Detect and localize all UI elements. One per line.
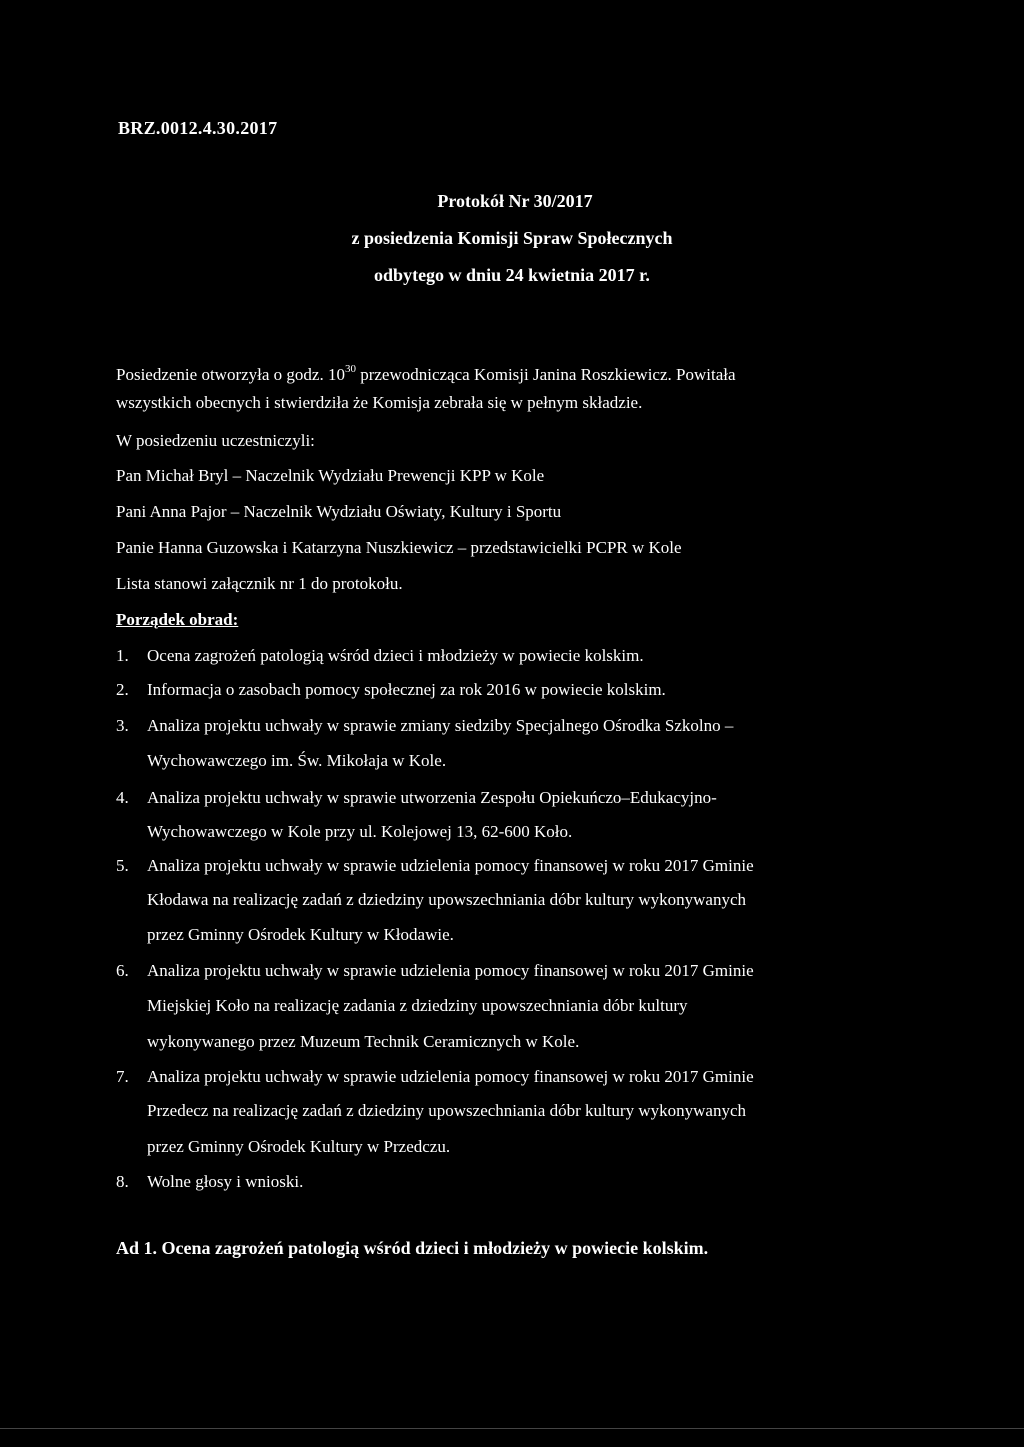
opening-line-2: wszystkich obecnych i stwierdziła że Komisja zebrała się w pełnym składzie. [116,393,643,412]
section-heading-ad-1: Ad 1. Ocena zagrożeń patologią wśród dzieci i młodzieży w powiecie kolskim. [116,1238,709,1258]
agenda-item-2-number: 2. [116,680,129,699]
agenda-item-6-line-2: Miejskiej Koło na realizację zadania z dziedziny upowszechniania dóbr kultury [147,996,688,1015]
agenda-item-4-line-1: Analiza projektu uchwały w sprawie utworzenia Zespołu Opiekuńczo–Edukacyjno- [147,788,717,807]
agenda-item-3-line-1: Analiza projektu uchwały w sprawie zmiany siedziby Specjalnego Ośrodka Szkolno – [147,716,734,735]
agenda-item-7-line-1: Analiza projektu uchwały w sprawie udzielenia pomocy finansowej w roku 2017 Gminie [147,1067,754,1086]
agenda-item-1-line-1: Ocena zagrożeń patologią wśród dzieci i młodzieży w powiecie kolskim. [147,646,644,665]
agenda-item-5-line-2: Kłodawa na realizację zadań z dziedziny upowszechniania dóbr kultury wykonywanych [147,890,747,909]
title-line-2: z posiedzenia Komisji Spraw Społecznych [351,228,673,248]
agenda-item-5-number: 5. [116,856,129,875]
agenda-item-2-line-1: Informacja o zasobach pomocy społecznej za rok 2016 w powiecie kolskim. [147,680,666,699]
agenda-item-8-line-1: Wolne głosy i wnioski. [147,1172,304,1191]
agenda-item-6-line-1: Analiza projektu uchwały w sprawie udzielenia pomocy finansowej w roku 2017 Gminie [147,961,754,980]
agenda-item-3-number: 3. [116,716,129,735]
agenda-item-5-line-3: przez Gminny Ośrodek Kultury w Kłodawie. [147,925,454,944]
opening-time-superscript: 30 [344,363,356,375]
opening-text-part1: Posiedzenie otworzyła o godz. 10 [116,365,345,384]
page-bottom-divider [0,1428,1024,1429]
agenda-item-3-line-2: Wychowawczego im. Św. Mikołaja w Kole. [147,751,447,770]
agenda-item-5-line-1: Analiza projektu uchwały w sprawie udzielenia pomocy finansowej w roku 2017 Gminie [147,856,754,875]
agenda-heading: Porządek obrad: [116,610,239,629]
agenda-item-6-line-3: wykonywanego przez Muzeum Technik Ceramicznych w Kole. [147,1032,580,1051]
opening-line-1 [116,358,736,386]
agenda-item-1-number: 1. [116,646,129,665]
agenda-item-8-number: 8. [116,1172,129,1191]
agenda-item-4-line-2: Wychowawczego w Kole przy ul. Kolejowej 13, 62-600 Koło. [147,822,573,841]
agenda-item-7-line-3: przez Gminny Ośrodek Kultury w Przedczu. [147,1137,451,1156]
document-title [0,190,1024,301]
agenda-item-6-number: 6. [116,961,129,980]
title-line-1: Protokół Nr 30/2017 [437,191,593,211]
agenda-item-4-number: 4. [116,788,129,807]
participants-label: W posiedzeniu uczestniczyli: [116,431,315,450]
opening-text-part2: przewodnicząca Komisji Janina Roszkiewicz. Powitała [355,365,736,384]
agenda-item-7-number: 7. [116,1067,129,1086]
participant-3: Panie Hanna Guzowska i Katarzyna Nuszkiewicz – przedstawicielki PCPR w Kole [116,538,682,557]
participant-2: Pani Anna Pajor – Naczelnik Wydziału Oświaty, Kultury i Sportu [116,502,562,521]
title-line-3: odbytego w dniu 24 kwietnia 2017 r. [374,265,650,285]
document-reference: BRZ.0012.4.30.2017 [118,118,278,138]
attendance-note: Lista stanowi załącznik nr 1 do protokołu. [116,574,403,593]
agenda-item-7-line-2: Przedecz na realizację zadań z dziedziny upowszechniania dóbr kultury wykonywanych [147,1101,746,1120]
participant-1: Pan Michał Bryl – Naczelnik Wydziału Prewencji KPP w Kole [116,466,545,485]
